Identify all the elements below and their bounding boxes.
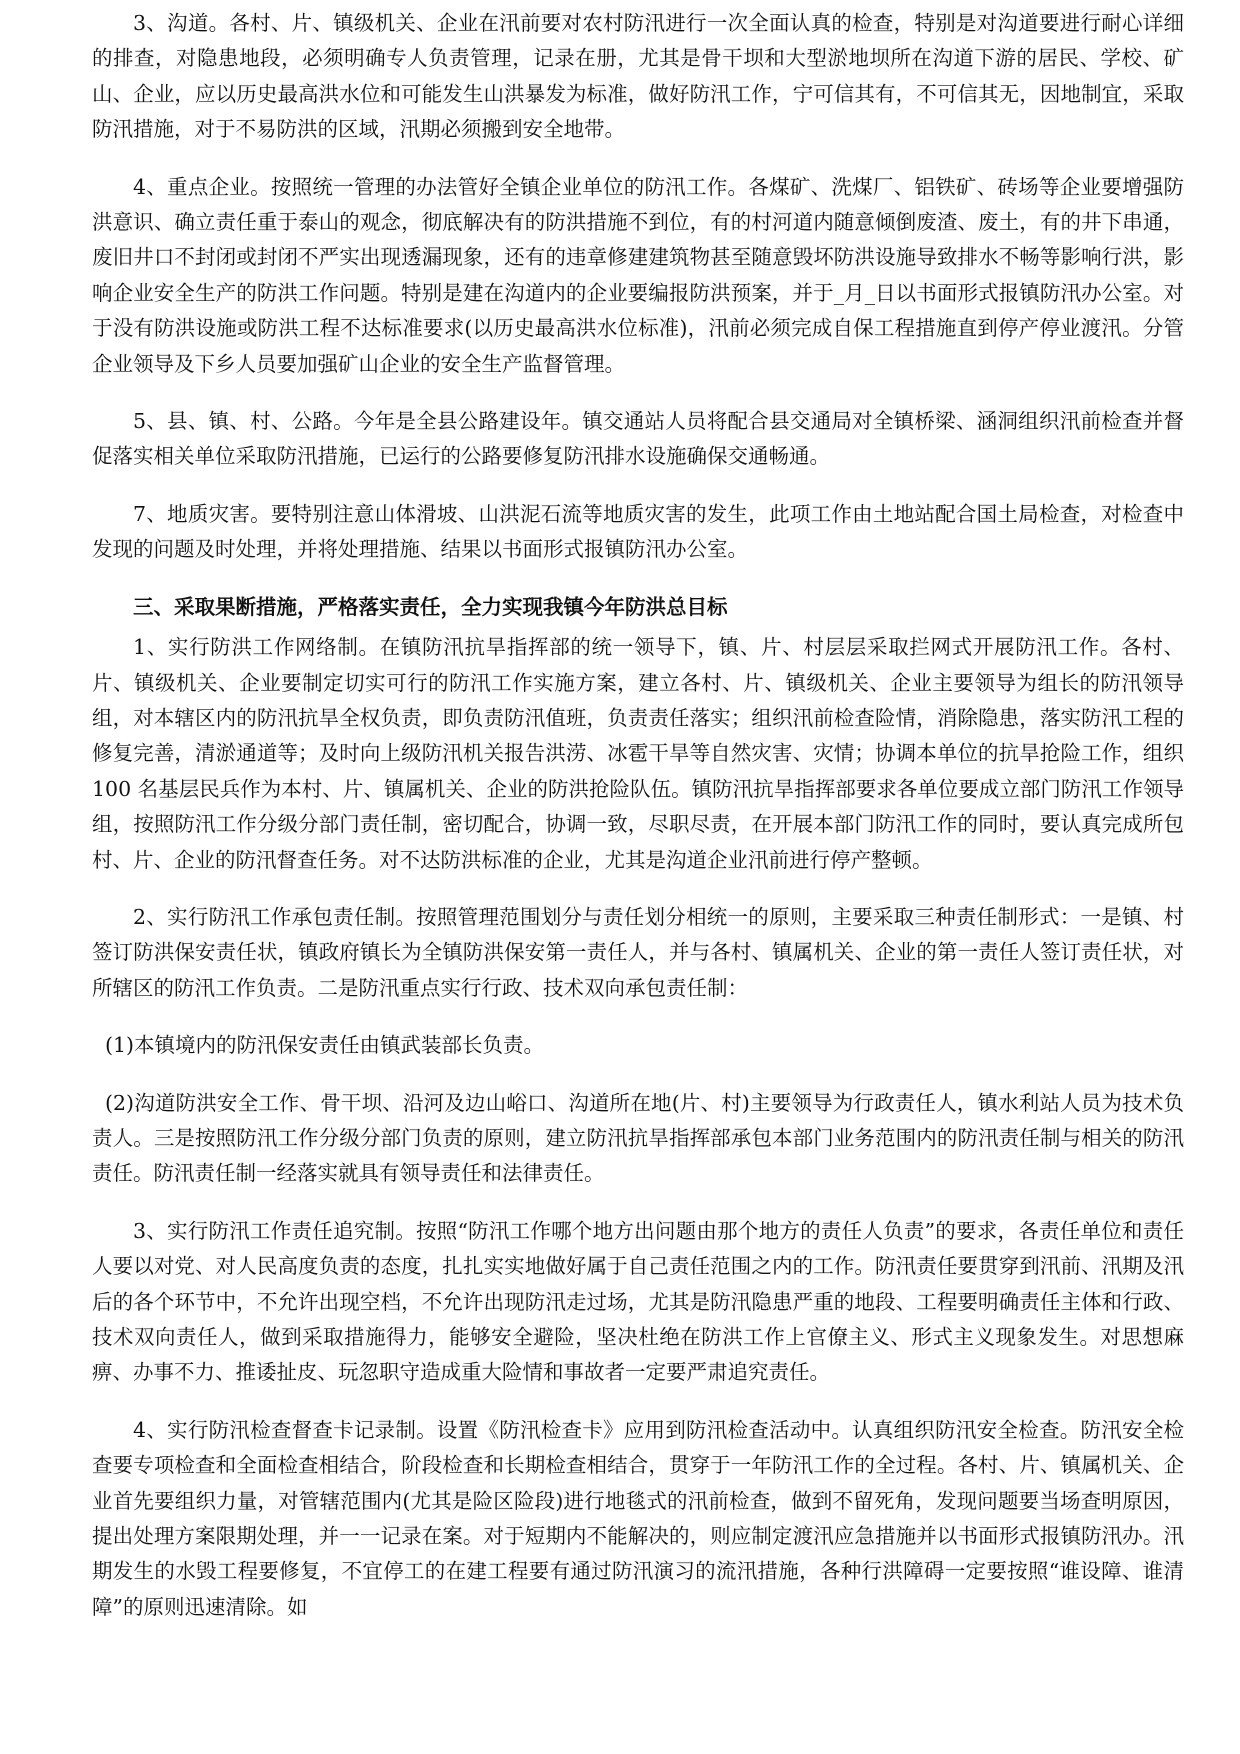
- paragraph-network-system: 1、实行防洪工作网络制。在镇防汛抗旱指挥部的统一领导下，镇、片、村层层采取拦网式开展防汛工作。各村、片、镇级机关、企业要制定切实可行的防汛工作实施方案，建立各村、片、镇级机关、企业主要领导为组长的防汛领导组，对本辖区内的防汛抗旱全权负责，即负责防汛值班，负责责任落实；组织汛前检查险情，消除隐患，落实防汛工程的修复完善，清淤通道等；及时向上级防汛机关报告洪涝、冰雹干旱等自然灾害、灾情；协调本单位的抗旱抢险工作，组织 100 名基层民兵作为本村、片、镇属机关、企业的防洪抢险队伍。镇防汛抗旱指挥部要求各单位要成立部门防汛工作领导组，按照防汛工作分级分部门责任制，密切配合，协调一致，尽职尽责，在开展本部门防汛工作的同时，要认真完成所包村、片、企业的防汛督查任务。对不达防洪标准的企业，尤其是沟道企业汛前进行停产整顿。: [92, 635, 1184, 872]
- paragraph-gully-inspection: 3、沟道。各村、片、镇级机关、企业在汛前要对农村防汛进行一次全面认真的检查，特别是对沟道要进行耐心详细的排查，对隐患地段，必须明确专人负责管理，记录在册，尤其是骨干坝和大型淤地坝所在沟道下游的居民、学校、矿山、企业，应以历史最高洪水位和可能发生山洪暴发为标准，做好防汛工作，宁可信其有，不可信其无，因地制宜，采取防汛措施，对于不易防洪的区域，汛期必须搬到安全地带。: [92, 11, 1184, 142]
- paragraph-geological-disasters: 7、地质灾害。要特别注意山体滑坡、山洪泥石流等地质灾害的发生，此项工作由土地站配合国土局检查，对检查中发现的问题及时处理，并将处理措施、结果以书面形式报镇防汛办公室。: [92, 501, 1184, 562]
- section-heading: 三、采取果断措施，严格落实责任，全力实现我镇今年防洪总目标: [133, 594, 728, 619]
- paragraph-inspection-card: 4、实行防汛检查督查卡记录制。设置《防汛检查卡》应用到防汛检查活动中。认真组织防汛安全检查。防汛安全检查要专项检查和全面检查相结合，阶段检查和长期检查相结合，贯穿于一年防汛工作的全过程。各村、片、镇属机关、企业首先要组织力量，对管辖范围内(尤其是险区险段)进行地毯式的汛前检查，做到不留死角，发现问题要当场查明原因，提出处理方案限期处理，并一一记录在案。对于短期内不能解决的，则应制定渡汛应急措施并以书面形式报镇防汛办。汛期发生的水毁工程要修复，不宜停工的在建工程要有通过防汛演习的流汛措施，各种行洪障碍一定要按照“谁设障、谁清障”的原则迅速清除。如: [92, 1417, 1184, 1619]
- paragraph-key-enterprises: 4、重点企业。按照统一管理的办法管好全镇企业单位的防汛工作。各煤矿、洗煤厂、铝铁矿、砖场等企业要增强防洪意识、确立责任重于泰山的观念，彻底解决有的防洪措施不到位，有的村河道内随意倾倒废渣、废土，有的井下串通，废旧井口不封闭或封闭不严实出现透漏现象，还有的违章修建建筑物甚至随意毁坏防洪设施导致排水不畅等影响行洪，影响企业安全生产的防洪工作问题。特别是建在沟道内的企业要编报防洪预案，并于_月_日以书面形式报镇防汛办公室。对于没有防洪设施或防洪工程不达标准要求(以历史最高洪水位标准)，汛前必须完成自保工程措施直到停产停业渡汛。分管企业领导及下乡人员要加强矿山企业的安全生产监督管理。: [92, 174, 1184, 376]
- paragraph-accountability: 3、实行防汛工作责任追究制。按照“防汛工作哪个地方出问题由那个地方的责任人负责”的要求，各责任单位和责任人要以对党、对人民高度负责的态度，扎扎实实地做好属于自己责任范围之内的工作。防汛责任要贯穿到汛前、汛期及汛后的各个环节中，不允许出现空档，不允许出现防汛走过场，尤其是防汛隐患严重的地段、工程要明确责任主体和行政、技术双向责任人，做到采取措施得力，能够安全避险，坚决杜绝在防洪工作上官僚主义、形式主义现象发生。对思想麻痹、办事不力、推诿扯皮、玩忽职守造成重大险情和事故者一定要严肃追究责任。: [92, 1218, 1184, 1385]
- paragraph-contract-responsibility: 2、实行防汛工作承包责任制。按照管理范围划分与责任划分相统一的原则，主要采取三种责任制形式：一是镇、村签订防洪保安责任状，镇政府镇长为全镇防洪保安第一责任人，并与各村、镇属机关、企业的第一责任人签订责任状，对所辖区的防汛工作负责。二是防汛重点实行行政、技术双向承包责任制：: [92, 904, 1184, 1000]
- paragraph-roads: 5、县、镇、村、公路。今年是全县公路建设年。镇交通站人员将配合县交通局对全镇桥梁、涵洞组织汛前检查并督促落实相关单位采取防汛措施，已运行的公路要修复防汛排水设施确保交通畅通。: [92, 409, 1184, 469]
- list-item-2: (2)沟道防洪安全工作、骨干坝、沿河及边山峪口、沟道所在地(片、村)主要领导为行政责任人，镇水利站人员为技术负责人。三是按照防汛工作分级分部门负责的原则，建立防汛抗旱指挥部承包本部门业务范围内的防汛责任制与相关的防汛责任。防汛责任制一经落实就具有领导责任和法律责任。: [92, 1090, 1184, 1186]
- list-item-1: (1)本镇境内的防汛保安责任由镇武装部长负责。: [105, 1033, 545, 1058]
